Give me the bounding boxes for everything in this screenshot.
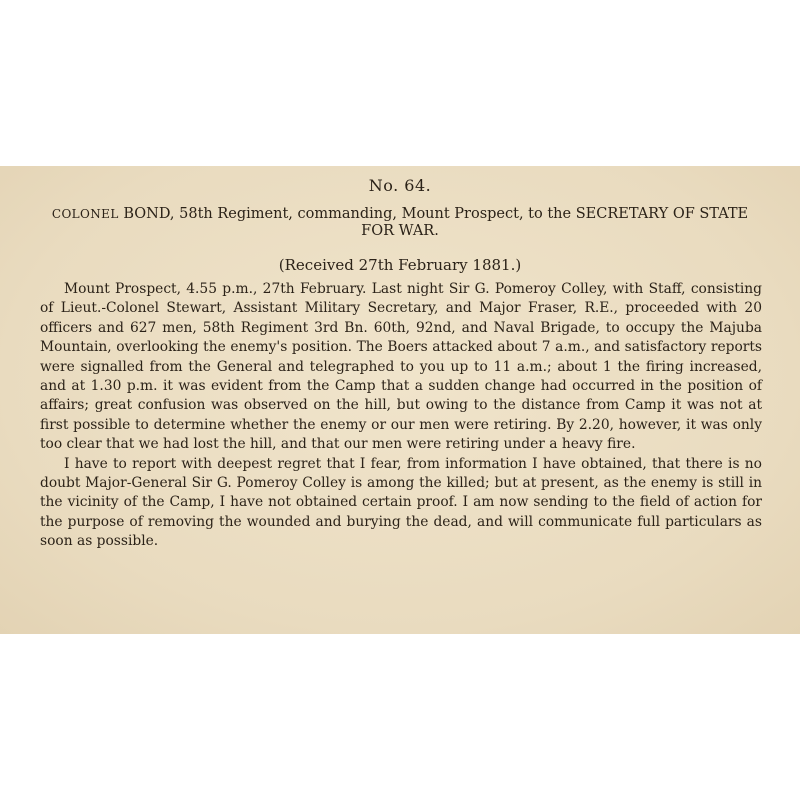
- sender-rank: COLONEL: [51, 207, 119, 221]
- document-subject: [40, 206, 760, 240]
- document-body: [40, 280, 762, 552]
- paragraph-1: Mount Prospect, 4.55 p.m., 27th February. Last night Sir G. Pomeroy Colley, with Staff, consisting of Lieut.-Colonel Stewart, Assistant Military Secretary, and Major Fraser, R.E., proceeded with 20 officers and 627 men, 58th Regiment 3rd Bn. 60th, 92nd, and Naval Brigade, to occupy the Majuba Mountain, overlooking the enemy's position. The Boers attacked about 7 a.m., and satisfactory reports were signalled from the General and telegraphed to you up to 11 a.m.; about 1 the firing increased, and at 1.30 p.m. it was evident from the Camp that a sudden change had occurred in the position of affairs; great confusion was observed on the hill, but owing to the distance from Camp it was not at first possible to determine whether the enemy or our men were retiring. By 2.20, however, it was only too clear that we had lost the hill, and that our men were retiring under a heavy fire.: [40, 281, 762, 453]
- paragraph-2: I have to report with deepest regret that I fear, from information I have obtained, that there is no doubt Major-General Sir G. Pomeroy Colley is among the killed; but at present, as the enemy is still in the vicinity of the Camp, I have not obtained certain proof. I am now sending to the field of action for the purpose of removing the wounded and burying the dead, and will communicate full particulars as soon as possible.: [40, 455, 762, 550]
- document-page: [0, 166, 800, 634]
- document-number: No. 64.: [368, 176, 432, 195]
- subject-text: BOND, 58th Regiment, commanding, Mount Prospect, to the SECRETARY OF STATE FOR WAR.: [123, 206, 749, 239]
- received-date: (Received 27th February 1881.): [278, 256, 522, 274]
